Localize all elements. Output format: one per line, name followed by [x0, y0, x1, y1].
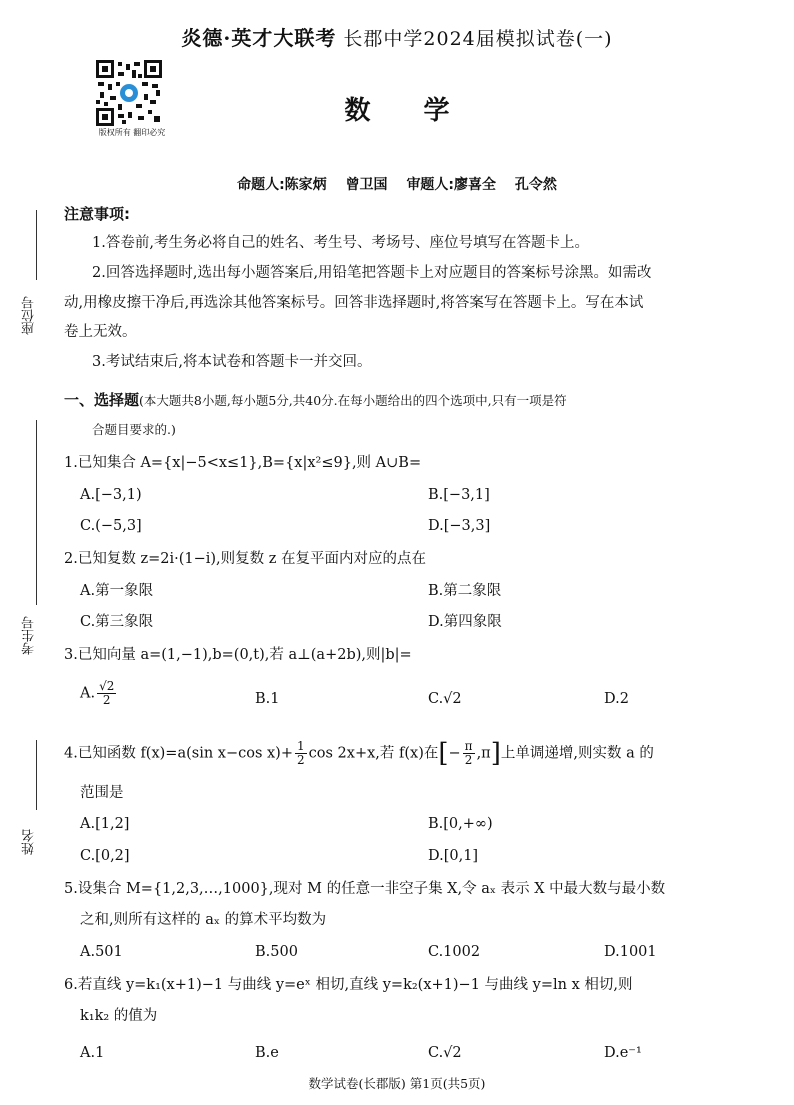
- q5-option-c: C.1002: [428, 944, 481, 960]
- q4-interval-neg: −: [448, 745, 461, 762]
- section-1-desc: (本大题共8小题,每小题5分,共40分.在每小题给出的四个选项中,只有一项是符: [139, 393, 567, 408]
- exam-header: [0, 22, 794, 51]
- q5-option-b: B.500: [255, 944, 298, 960]
- side-line-name-top: [36, 740, 37, 810]
- notice-item-1: 1.答卷前,考生务必将自己的姓名、考生号、考场号、座位号填写在答题卡上。: [92, 235, 589, 251]
- question-4-stem: [64, 740, 654, 767]
- question-6-stem-line-1: 6.若直线 y=k₁(x+1)−1 与曲线 y=eˣ 相切,直线 y=k₂(x+1)−1 与曲线 y=ln x 相切,则: [64, 977, 633, 993]
- notice-item-3: 3.考试结束后,将本试卷和答题卡一并交回。: [92, 354, 372, 370]
- author-2: 曾卫国: [345, 177, 388, 193]
- q6-option-b: B.e: [255, 1045, 279, 1061]
- side-line-candidate-top: [36, 420, 37, 605]
- subject-title: 数 学: [344, 96, 472, 126]
- side-label-name: 姓名: [22, 829, 37, 855]
- q3-option-a-fraction: [97, 680, 116, 707]
- q5-option-d: D.1001: [604, 944, 657, 960]
- q3-a-numerator: √2: [99, 679, 115, 693]
- question-2-stem: 2.已知复数 z=2i·(1−i),则复数 z 在复平面内对应的点在: [64, 551, 426, 567]
- q4-pi-numerator: π: [464, 739, 473, 753]
- q2-option-d: D.第四象限: [428, 614, 502, 630]
- question-6-stem-line-2: k₁k₂ 的值为: [80, 1008, 158, 1024]
- header-brand: 炎德·英才大联考: [181, 26, 337, 50]
- notice-item-2-line-1: 2.回答选择题时,选出每小题答案后,用铅笔把答题卡上对应题目的答案标号涂黑。如需改: [92, 265, 652, 281]
- q3-option-d: D.2: [604, 691, 629, 707]
- q1-option-a: A.[−3,1): [80, 487, 142, 503]
- question-4-stem-line-2: 范围是: [80, 785, 124, 801]
- q2-option-b: B.第二象限: [428, 583, 502, 599]
- section-1-desc-line-2: 合题目要求的.): [92, 422, 176, 437]
- q3-option-a-prefix: A.: [80, 685, 96, 702]
- qr-caption: 版权所有 翻印必究: [98, 128, 166, 137]
- q3-a-denominator: 2: [102, 693, 111, 707]
- q4-half-numerator: 1: [297, 739, 305, 753]
- q4-pi-denominator: 2: [464, 753, 473, 767]
- reviewer-2: 孔令然: [514, 177, 557, 193]
- q4-bracket-left: [: [438, 738, 449, 769]
- q3-option-a: [80, 680, 118, 707]
- header-title: 长郡中学2024届模拟试卷(一): [343, 28, 613, 50]
- q4-stem-part-2: cos 2x+x,若 f(x)在: [308, 745, 439, 762]
- q4-option-a: A.[1,2]: [80, 816, 130, 832]
- reviewer-1: 审题人:廖喜全: [406, 177, 497, 193]
- q1-option-d: D.[−3,3]: [428, 518, 491, 534]
- notice-title: 注意事项:: [64, 205, 130, 223]
- q4-interval-end: ,π: [476, 745, 491, 762]
- side-line-seat-top: [36, 210, 37, 280]
- question-5-stem-line-2: 之和,则所有这样的 aₓ 的算术平均数为: [80, 912, 327, 928]
- q4-stem-part-1: 4.已知函数 f(x)=a(sin x−cos x)+: [64, 745, 293, 762]
- question-1-stem: 1.已知集合 A={x|−5<x≤1},B={x|x²≤9},则 A∪B=: [64, 455, 422, 471]
- notice-item-2-line-3: 卷上无效。: [64, 324, 137, 340]
- q4-half-denominator: 2: [297, 753, 305, 767]
- q4-option-c: C.[0,2]: [80, 848, 130, 864]
- side-label-seat: 座位号: [22, 296, 37, 335]
- q3-option-b: B.1: [255, 691, 280, 707]
- q4-option-d: D.[0,1]: [428, 848, 479, 864]
- q2-option-c: C.第三象限: [80, 614, 154, 630]
- q4-fraction-half: [295, 740, 307, 767]
- q4-bracket-right: ]: [490, 738, 501, 769]
- notice-item-2-line-2: 动,用橡皮擦干净后,再选涂其他答案标号。回答非选择题时,将答案写在答题卡上。写在本试: [64, 295, 644, 311]
- section-1-title: 一、选择题: [64, 391, 140, 409]
- page-footer: 数学试卷(长郡版) 第1页(共5页): [308, 1076, 486, 1091]
- q4-fraction-pi-half: [463, 740, 475, 767]
- author-1: 命题人:陈家炳: [237, 177, 327, 193]
- q4-stem-part-3: 上单调递增,则实数 a 的: [500, 745, 654, 762]
- q6-option-d: D.e⁻¹: [604, 1045, 642, 1061]
- q5-option-a: A.501: [80, 944, 123, 960]
- q6-option-a: A.1: [80, 1045, 105, 1061]
- section-1-header: [64, 389, 567, 412]
- q1-option-c: C.(−5,3]: [80, 518, 142, 534]
- authors-line: [0, 174, 794, 194]
- question-5-stem-line-1: 5.设集合 M={1,2,3,…,1000},现对 M 的任意一非空子集 X,令 aₓ 表示 X 中最大数与最小数: [64, 881, 666, 897]
- q2-option-a: A.第一象限: [80, 583, 154, 599]
- q6-option-c: C.√2: [428, 1045, 462, 1061]
- question-3-stem: 3.已知向量 a=(1,−1),b=(0,t),若 a⊥(a+2b),则|b|=: [64, 647, 412, 663]
- q1-option-b: B.[−3,1]: [428, 487, 490, 503]
- side-label-candidate: 考生号: [22, 616, 37, 655]
- q4-option-b: B.[0,+∞): [428, 816, 493, 832]
- q3-option-c: C.√2: [428, 691, 462, 707]
